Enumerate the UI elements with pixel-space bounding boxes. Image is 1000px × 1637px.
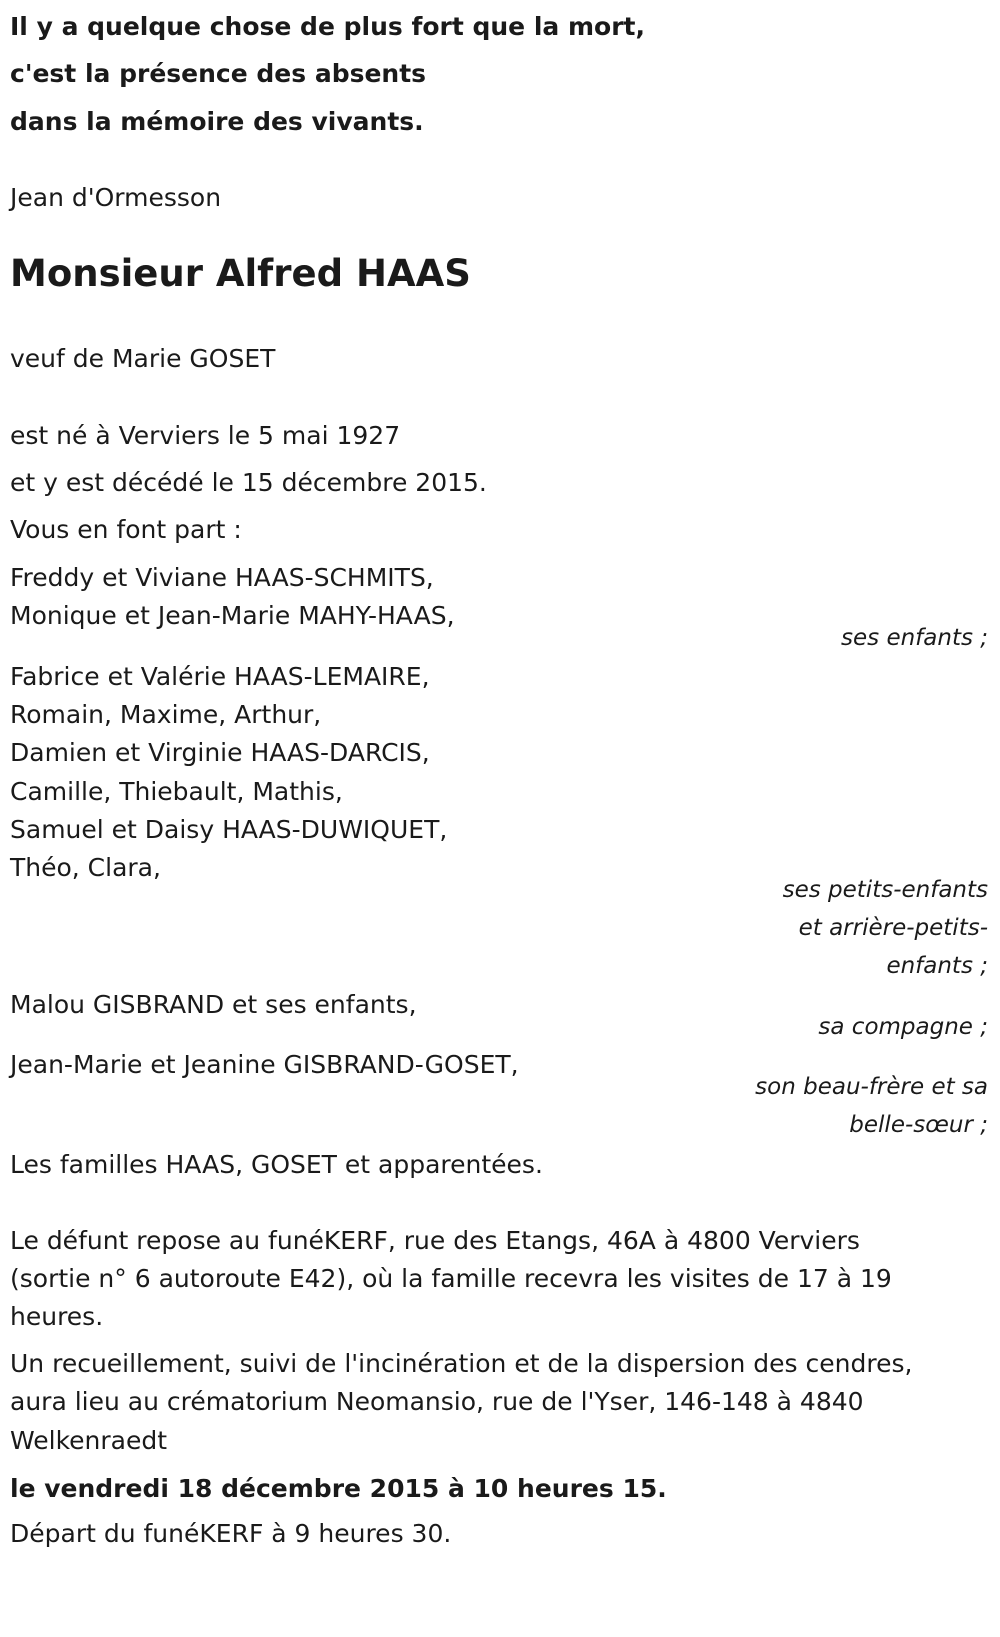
grandchild-name: Fabrice et Valérie HAAS-LEMAIRE,: [10, 662, 430, 691]
grandchild-name: Romain, Maxime, Arthur,: [10, 700, 322, 729]
ceremony-date: le vendredi 18 décembre 2015 à 10 heures 15.: [10, 1474, 667, 1503]
grandchild-name: Théo, Clara,: [10, 853, 161, 882]
quote-author: Jean d'Ormesson: [10, 183, 222, 212]
spouse-line: veuf de Marie GOSET: [10, 344, 276, 373]
departure-line: Départ du funéKERF à 9 heures 30.: [10, 1519, 452, 1548]
in-laws-role: belle-sœur ;: [849, 1112, 988, 1138]
grandchild-name: Samuel et Daisy HAAS-DUWIQUET,: [10, 815, 448, 844]
companion-role: sa compagne ;: [818, 1014, 988, 1040]
grandchildren-role: enfants ;: [886, 953, 988, 979]
child-name: Monique et Jean-Marie MAHY-HAAS,: [10, 601, 455, 630]
deceased-name: Monsieur Alfred HAAS: [10, 252, 471, 295]
grandchild-name: Camille, Thiebault, Mathis,: [10, 777, 343, 806]
announcement: Vous en font part :: [10, 515, 242, 544]
children-role: ses enfants ;: [841, 625, 988, 651]
grandchildren-role: ses petits-enfants: [782, 877, 988, 903]
birth-line: est né à Verviers le 5 mai 1927: [10, 421, 401, 450]
rest-line: Le défunt repose au funéKERF, rue des Etangs, 46A à 4800 Verviers: [10, 1226, 860, 1255]
grandchildren-role: et arrière-petits-: [798, 915, 988, 941]
quote-line-3: dans la mémoire des vivants.: [10, 107, 424, 136]
in-laws-role: son beau-frère et sa: [755, 1074, 988, 1100]
rest-line: (sortie n° 6 autoroute E42), où la famille recevra les visites de 17 à 19: [10, 1264, 892, 1293]
ceremony-line: Un recueillement, suivi de l'incinération et de la dispersion des cendres,: [10, 1349, 913, 1378]
death-line: et y est décédé le 15 décembre 2015.: [10, 468, 487, 497]
grandchild-name: Damien et Virginie HAAS-DARCIS,: [10, 738, 430, 767]
quote-line-1: Il y a quelque chose de plus fort que la mort,: [10, 12, 645, 41]
quote-line-2: c'est la présence des absents: [10, 59, 427, 88]
families-line: Les familles HAAS, GOSET et apparentées.: [10, 1150, 543, 1179]
ceremony-line: aura lieu au crématorium Neomansio, rue de l'Yser, 146-148 à 4840: [10, 1387, 864, 1416]
in-laws-name: Jean-Marie et Jeanine GISBRAND-GOSET,: [10, 1050, 519, 1079]
ceremony-line: Welkenraedt: [10, 1426, 168, 1455]
companion-name: Malou GISBRAND et ses enfants,: [10, 990, 417, 1019]
rest-line: heures.: [10, 1302, 104, 1331]
child-name: Freddy et Viviane HAAS-SCHMITS,: [10, 563, 434, 592]
